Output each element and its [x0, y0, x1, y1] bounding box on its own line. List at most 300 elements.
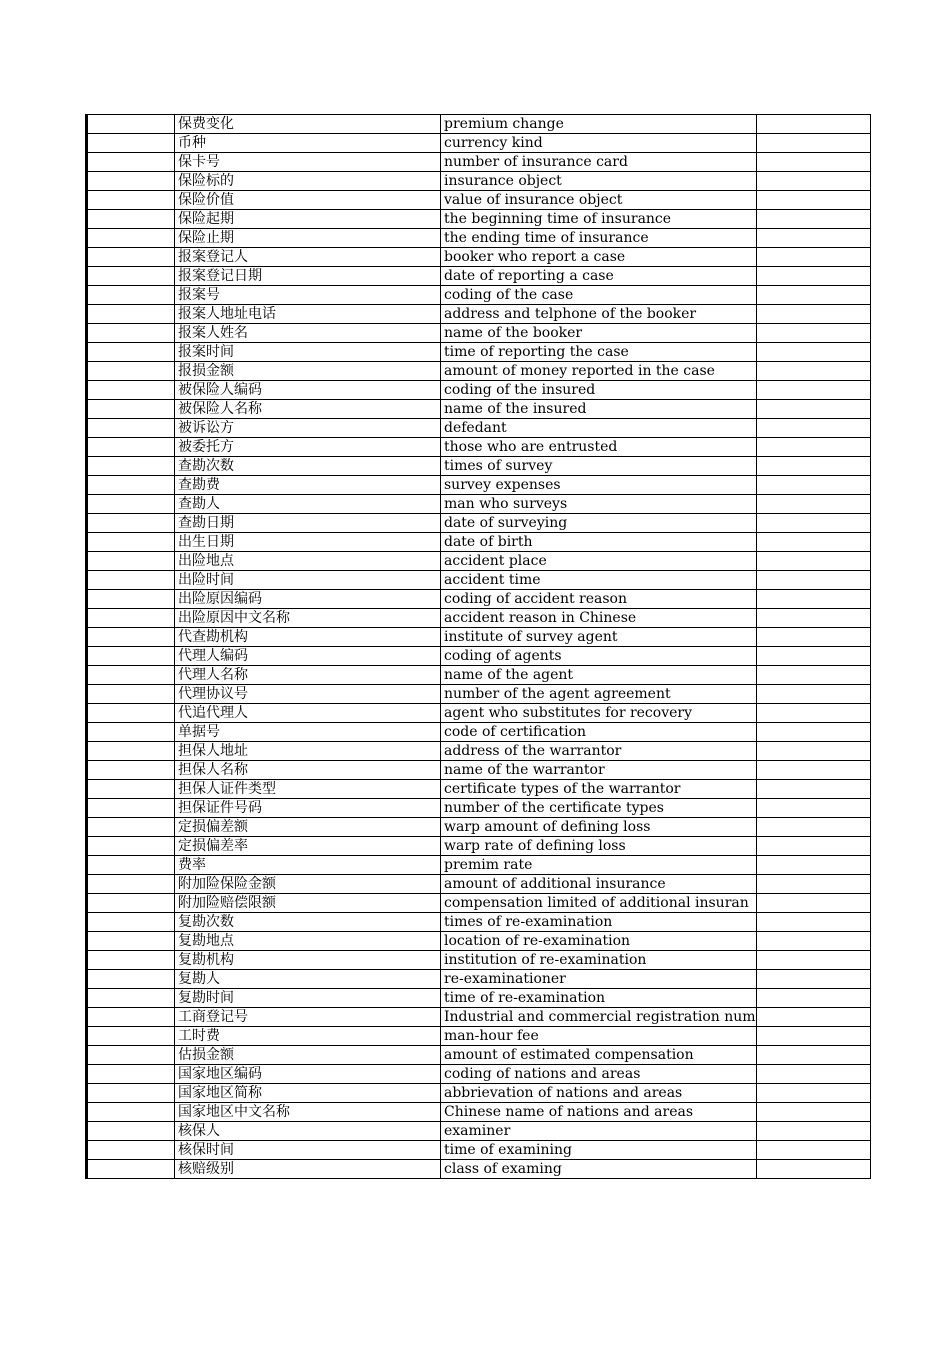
blank-cell: [756, 248, 870, 267]
blank-cell: [756, 267, 870, 286]
english-term-text: coding of accident reason: [444, 591, 627, 607]
glossary-table: [85, 114, 871, 1179]
row-index-cell: [87, 989, 175, 1008]
english-term-text: date of birth: [444, 534, 533, 550]
row-index-cell: [87, 400, 175, 419]
row-index-cell: [87, 1046, 175, 1065]
english-term-text: warp rate of defining loss: [444, 838, 626, 854]
chinese-term-cell: 保险标的: [175, 172, 441, 191]
english-term-cell: [441, 856, 757, 875]
row-index-cell: [87, 1141, 175, 1160]
english-term-cell: [441, 1084, 757, 1103]
english-term-text: re-examinationer: [444, 971, 566, 987]
english-term-cell: [441, 875, 757, 894]
table-row: [87, 1141, 871, 1160]
table-row: [87, 970, 871, 989]
table-row: [87, 514, 871, 533]
blank-cell: [756, 685, 870, 704]
row-index-cell: [87, 1008, 175, 1027]
row-index-cell: [87, 742, 175, 761]
chinese-term-cell: 出险地点: [175, 552, 441, 571]
chinese-term-cell: 核赔级别: [175, 1160, 441, 1179]
chinese-term-cell: 代理人名称: [175, 666, 441, 685]
english-term-text: survey expenses: [444, 477, 561, 493]
table-row: [87, 1027, 871, 1046]
chinese-term-cell: 报损金额: [175, 362, 441, 381]
blank-cell: [756, 704, 870, 723]
blank-cell: [756, 172, 870, 191]
table-row: [87, 1046, 871, 1065]
english-term-text: date of surveying: [444, 515, 568, 531]
row-index-cell: [87, 799, 175, 818]
english-term-text: address of the warrantor: [444, 743, 622, 759]
english-term-text: premim rate: [444, 857, 533, 873]
english-term-text: certificate types of the warrantor: [444, 781, 681, 797]
english-term-cell: [441, 400, 757, 419]
table-row: [87, 248, 871, 267]
table-row: [87, 647, 871, 666]
chinese-term-cell: 国家地区简称: [175, 1084, 441, 1103]
table-row: [87, 761, 871, 780]
blank-cell: [756, 723, 870, 742]
english-term-cell: [441, 305, 757, 324]
row-index-cell: [87, 134, 175, 153]
blank-cell: [756, 1122, 870, 1141]
blank-cell: [756, 799, 870, 818]
chinese-term-cell: 报案时间: [175, 343, 441, 362]
english-term-cell: [441, 780, 757, 799]
blank-cell: [756, 590, 870, 609]
table-row: [87, 134, 871, 153]
english-term-cell: [441, 590, 757, 609]
row-index-cell: [87, 609, 175, 628]
chinese-term-cell: 查勘人: [175, 495, 441, 514]
chinese-term-cell: 国家地区编码: [175, 1065, 441, 1084]
table-row: [87, 609, 871, 628]
blank-cell: [756, 533, 870, 552]
table-row: [87, 875, 871, 894]
english-term-cell: [441, 210, 757, 229]
table-row: [87, 856, 871, 875]
blank-cell: [756, 780, 870, 799]
english-term-text: number of the agent agreement: [444, 686, 671, 702]
blank-cell: [756, 153, 870, 172]
english-term-text: value of insurance object: [444, 192, 623, 208]
table-row: [87, 153, 871, 172]
row-index-cell: [87, 153, 175, 172]
table-row: [87, 191, 871, 210]
english-term-text: compensation limited of additional insuran: [444, 895, 749, 911]
english-term-text: name of the warrantor: [444, 762, 605, 778]
english-term-text: accident time: [444, 572, 541, 588]
english-term-text: examiner: [444, 1123, 511, 1139]
english-term-text: name of the agent: [444, 667, 574, 683]
chinese-term-cell: 代理协议号: [175, 685, 441, 704]
blank-cell: [756, 134, 870, 153]
blank-cell: [756, 495, 870, 514]
english-term-cell: [441, 609, 757, 628]
row-index-cell: [87, 704, 175, 723]
english-term-cell: [441, 742, 757, 761]
row-index-cell: [87, 1160, 175, 1179]
english-term-text: coding of agents: [444, 648, 562, 664]
blank-cell: [756, 552, 870, 571]
english-term-cell: [441, 115, 757, 134]
chinese-term-cell: 工时费: [175, 1027, 441, 1046]
english-term-cell: [441, 894, 757, 913]
english-term-cell: [441, 647, 757, 666]
blank-cell: [756, 1141, 870, 1160]
english-term-text: Chinese name of nations and areas: [444, 1104, 694, 1120]
chinese-term-cell: 单据号: [175, 723, 441, 742]
blank-cell: [756, 875, 870, 894]
blank-cell: [756, 647, 870, 666]
row-index-cell: [87, 343, 175, 362]
row-index-cell: [87, 1084, 175, 1103]
english-term-text: currency kind: [444, 135, 543, 151]
chinese-term-cell: 保险起期: [175, 210, 441, 229]
row-index-cell: [87, 818, 175, 837]
table-row: [87, 628, 871, 647]
english-term-text: time of re-examination: [444, 990, 606, 1006]
blank-cell: [756, 609, 870, 628]
table-row: [87, 286, 871, 305]
english-term-cell: [441, 1065, 757, 1084]
chinese-term-cell: 保险止期: [175, 229, 441, 248]
english-term-text: the beginning time of insurance: [444, 211, 672, 227]
blank-cell: [756, 381, 870, 400]
english-term-text: those who are entrusted: [444, 439, 618, 455]
table-row: [87, 438, 871, 457]
row-index-cell: [87, 495, 175, 514]
english-term-text: man-hour fee: [444, 1028, 539, 1044]
chinese-term-cell: 复勘人: [175, 970, 441, 989]
english-term-cell: [441, 286, 757, 305]
chinese-term-cell: 担保证件号码: [175, 799, 441, 818]
chinese-term-cell: 复勘时间: [175, 989, 441, 1008]
chinese-term-cell: 报案登记日期: [175, 267, 441, 286]
row-index-cell: [87, 229, 175, 248]
table-row: [87, 799, 871, 818]
row-index-cell: [87, 362, 175, 381]
table-row: [87, 571, 871, 590]
chinese-term-cell: 报案人姓名: [175, 324, 441, 343]
table-row: [87, 495, 871, 514]
blank-cell: [756, 761, 870, 780]
table-row: [87, 210, 871, 229]
blank-cell: [756, 343, 870, 362]
chinese-term-cell: 代追代理人: [175, 704, 441, 723]
table-row: [87, 229, 871, 248]
row-index-cell: [87, 210, 175, 229]
blank-cell: [756, 286, 870, 305]
table-row: [87, 305, 871, 324]
row-index-cell: [87, 248, 175, 267]
blank-cell: [756, 913, 870, 932]
blank-cell: [756, 932, 870, 951]
chinese-term-cell: 定损偏差额: [175, 818, 441, 837]
chinese-term-cell: 估损金额: [175, 1046, 441, 1065]
english-term-text: times of re-examination: [444, 914, 613, 930]
row-index-cell: [87, 172, 175, 191]
blank-cell: [756, 894, 870, 913]
row-index-cell: [87, 970, 175, 989]
table-row: [87, 666, 871, 685]
row-index-cell: [87, 533, 175, 552]
chinese-term-cell: 复勘机构: [175, 951, 441, 970]
english-term-cell: [441, 704, 757, 723]
english-term-cell: [441, 438, 757, 457]
english-term-text: warp amount of defining loss: [444, 819, 651, 835]
chinese-term-cell: 附加险赔偿限额: [175, 894, 441, 913]
table-row: [87, 1103, 871, 1122]
english-term-cell: [441, 970, 757, 989]
blank-cell: [756, 742, 870, 761]
chinese-term-cell: 附加险保险金额: [175, 875, 441, 894]
row-index-cell: [87, 780, 175, 799]
english-term-cell: [441, 1027, 757, 1046]
row-index-cell: [87, 419, 175, 438]
row-index-cell: [87, 666, 175, 685]
row-index-cell: [87, 685, 175, 704]
blank-cell: [756, 419, 870, 438]
english-term-cell: [441, 932, 757, 951]
blank-cell: [756, 210, 870, 229]
chinese-term-cell: 保卡号: [175, 153, 441, 172]
table-row: [87, 894, 871, 913]
english-term-cell: [441, 514, 757, 533]
english-term-cell: [441, 1046, 757, 1065]
row-index-cell: [87, 628, 175, 647]
english-term-text: coding of the insured: [444, 382, 596, 398]
english-term-cell: [441, 723, 757, 742]
table-row: [87, 1122, 871, 1141]
row-index-cell: [87, 514, 175, 533]
english-term-text: amount of additional insurance: [444, 876, 666, 892]
english-term-text: defedant: [444, 420, 507, 436]
english-term-text: institution of re-examination: [444, 952, 647, 968]
blank-cell: [756, 1103, 870, 1122]
english-term-cell: [441, 324, 757, 343]
chinese-term-cell: 查勘次数: [175, 457, 441, 476]
english-term-cell: [441, 362, 757, 381]
english-term-cell: [441, 153, 757, 172]
english-term-cell: [441, 818, 757, 837]
table-row: [87, 685, 871, 704]
blank-cell: [756, 457, 870, 476]
blank-cell: [756, 1084, 870, 1103]
row-index-cell: [87, 267, 175, 286]
chinese-term-cell: 国家地区中文名称: [175, 1103, 441, 1122]
chinese-term-cell: 代查勘机构: [175, 628, 441, 647]
english-term-text: accident place: [444, 553, 547, 569]
table-row: [87, 324, 871, 343]
row-index-cell: [87, 856, 175, 875]
english-term-text: amount of estimated compensation: [444, 1047, 694, 1063]
blank-cell: [756, 951, 870, 970]
english-term-text: institute of survey agent: [444, 629, 618, 645]
table-row: [87, 1084, 871, 1103]
english-term-cell: [441, 685, 757, 704]
english-term-text: booker who report a case: [444, 249, 626, 265]
table-row: [87, 1065, 871, 1084]
row-index-cell: [87, 894, 175, 913]
row-index-cell: [87, 571, 175, 590]
table-row: [87, 476, 871, 495]
chinese-term-cell: 工商登记号: [175, 1008, 441, 1027]
english-term-cell: [441, 571, 757, 590]
english-term-text: coding of the case: [444, 287, 574, 303]
chinese-term-cell: 费率: [175, 856, 441, 875]
row-index-cell: [87, 552, 175, 571]
chinese-term-cell: 报案人地址电话: [175, 305, 441, 324]
blank-cell: [756, 305, 870, 324]
chinese-term-cell: 代理人编码: [175, 647, 441, 666]
chinese-term-cell: 被保险人编码: [175, 381, 441, 400]
chinese-term-cell: 被保险人名称: [175, 400, 441, 419]
row-index-cell: [87, 913, 175, 932]
english-term-cell: [441, 1160, 757, 1179]
english-term-text: abbrievation of nations and areas: [444, 1085, 683, 1101]
table-row: [87, 837, 871, 856]
table-row: [87, 172, 871, 191]
english-term-cell: [441, 134, 757, 153]
english-term-text: the ending time of insurance: [444, 230, 649, 246]
table-row: [87, 704, 871, 723]
row-index-cell: [87, 647, 175, 666]
row-index-cell: [87, 1103, 175, 1122]
blank-cell: [756, 666, 870, 685]
english-term-text: date of reporting a case: [444, 268, 614, 284]
table-row: [87, 1008, 871, 1027]
english-term-cell: [441, 476, 757, 495]
table-row: [87, 590, 871, 609]
english-term-cell: [441, 172, 757, 191]
blank-cell: [756, 1027, 870, 1046]
blank-cell: [756, 628, 870, 647]
blank-cell: [756, 571, 870, 590]
row-index-cell: [87, 457, 175, 476]
english-term-cell: [441, 229, 757, 248]
chinese-term-cell: 复勘地点: [175, 932, 441, 951]
table-row: [87, 723, 871, 742]
english-term-text: location of re-examination: [444, 933, 631, 949]
table-row: [87, 457, 871, 476]
chinese-term-cell: 核保人: [175, 1122, 441, 1141]
english-term-cell: [441, 248, 757, 267]
blank-cell: [756, 1008, 870, 1027]
blank-cell: [756, 856, 870, 875]
table-row: [87, 533, 871, 552]
blank-cell: [756, 229, 870, 248]
blank-cell: [756, 1046, 870, 1065]
english-term-text: name of the booker: [444, 325, 583, 341]
english-term-text: accident reason in Chinese: [444, 610, 637, 626]
table-row: [87, 780, 871, 799]
english-term-cell: [441, 837, 757, 856]
table-row: [87, 1160, 871, 1179]
blank-cell: [756, 970, 870, 989]
blank-cell: [756, 115, 870, 134]
chinese-term-cell: 报案登记人: [175, 248, 441, 267]
english-term-cell: [441, 1141, 757, 1160]
english-term-text: Industrial and commercial registration num: [444, 1009, 756, 1025]
table-row: [87, 951, 871, 970]
table-row: [87, 267, 871, 286]
table-row: [87, 932, 871, 951]
chinese-term-cell: 出生日期: [175, 533, 441, 552]
english-term-cell: [441, 1103, 757, 1122]
english-term-text: man who surveys: [444, 496, 568, 512]
blank-cell: [756, 438, 870, 457]
english-term-text: time of reporting the case: [444, 344, 629, 360]
row-index-cell: [87, 305, 175, 324]
english-term-cell: [441, 419, 757, 438]
chinese-term-cell: 被诉讼方: [175, 419, 441, 438]
english-term-cell: [441, 191, 757, 210]
table-row: [87, 343, 871, 362]
chinese-term-cell: 定损偏差率: [175, 837, 441, 856]
english-term-text: number of the certificate types: [444, 800, 664, 816]
english-term-cell: [441, 343, 757, 362]
english-term-text: code of certification: [444, 724, 587, 740]
chinese-term-cell: 核保时间: [175, 1141, 441, 1160]
blank-cell: [756, 191, 870, 210]
chinese-term-cell: 被委托方: [175, 438, 441, 457]
row-index-cell: [87, 191, 175, 210]
english-term-text: time of examining: [444, 1142, 572, 1158]
english-term-cell: [441, 799, 757, 818]
chinese-term-cell: 查勘费: [175, 476, 441, 495]
table-row: [87, 362, 871, 381]
table-row: [87, 400, 871, 419]
english-term-cell: [441, 457, 757, 476]
chinese-term-cell: 保险价值: [175, 191, 441, 210]
blank-cell: [756, 400, 870, 419]
chinese-term-cell: 保费变化: [175, 115, 441, 134]
chinese-term-cell: 担保人名称: [175, 761, 441, 780]
english-term-cell: [441, 495, 757, 514]
row-index-cell: [87, 761, 175, 780]
blank-cell: [756, 1065, 870, 1084]
blank-cell: [756, 837, 870, 856]
row-index-cell: [87, 590, 175, 609]
table-row: [87, 818, 871, 837]
english-term-cell: [441, 381, 757, 400]
row-index-cell: [87, 476, 175, 495]
english-term-cell: [441, 628, 757, 647]
english-term-text: amount of money reported in the case: [444, 363, 715, 379]
english-term-cell: [441, 533, 757, 552]
chinese-term-cell: 担保人证件类型: [175, 780, 441, 799]
row-index-cell: [87, 1027, 175, 1046]
english-term-cell: [441, 951, 757, 970]
english-term-cell: [441, 989, 757, 1008]
chinese-term-cell: 报案号: [175, 286, 441, 305]
english-term-cell: [441, 761, 757, 780]
chinese-term-cell: 出险原因中文名称: [175, 609, 441, 628]
row-index-cell: [87, 875, 175, 894]
table-row: [87, 381, 871, 400]
table-row: [87, 913, 871, 932]
english-term-text: times of survey: [444, 458, 553, 474]
blank-cell: [756, 989, 870, 1008]
table-row: [87, 742, 871, 761]
row-index-cell: [87, 115, 175, 134]
chinese-term-cell: 担保人地址: [175, 742, 441, 761]
chinese-term-cell: 复勘次数: [175, 913, 441, 932]
row-index-cell: [87, 1065, 175, 1084]
